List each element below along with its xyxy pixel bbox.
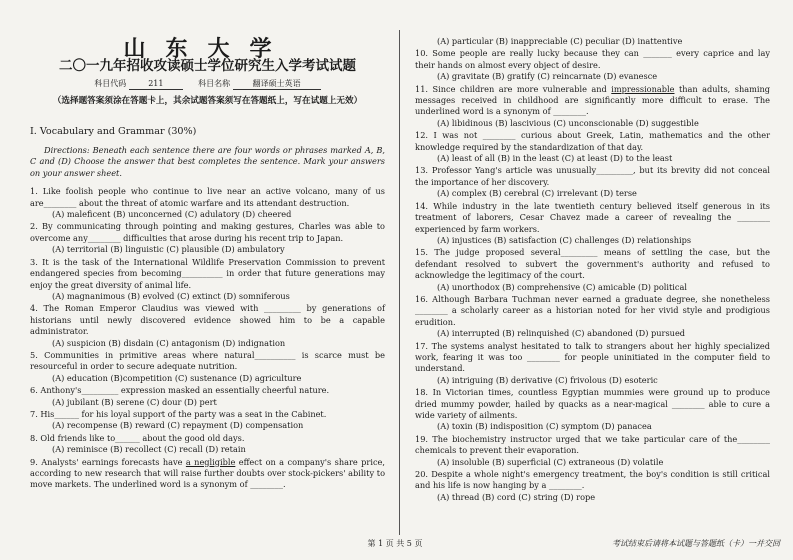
question-stem: 5. Communities in primitive areas where natural__________ is scarce must be resourceful in order to secure adequate nutrition. (30, 349, 385, 372)
question-stem: 18. In Victorian times, countless Egyptian mummies were ground up to produce dried mummy powder, hailed by quacks as a near-magical ________ able to cure a wide variety of ailments. (415, 387, 770, 420)
question-stem: 6. Anthony's_________ expression masked an essentially cheerful nature. (30, 385, 330, 396)
question-stem: 10. Some people are really lucky because they can _______ every caprice and lay their hands on almost every object of desire. (415, 48, 770, 70)
question-options: (A) intriguing (B) derivative (C) frivolous (D) esoteric (437, 374, 658, 385)
page-number: 第 1 页 共 5 页 (367, 539, 423, 548)
question-stem: 13. Professor Yang's article was unusually_________, but its brevity did not conceal the importance of her discovery. (415, 165, 770, 187)
question-options: (A) territorial (B) linguistic (C) plausible (D) ambulatory (52, 244, 285, 255)
question-options: (A) magnanimous (B) evolved (C) extinct (D) somniferous (52, 290, 290, 301)
name-label: 科目名称 (198, 78, 231, 88)
q11-underlined: impressionable (611, 83, 675, 94)
question-stem: 1. Like foolish people who continue to live near an active volcano, many of us are________ about the threat of atomic warfare and its attendant destruction. (30, 186, 385, 208)
question-options: (A) thread (B) cord (C) string (D) rope (437, 491, 596, 502)
question-options: (A) insoluble (B) superficial (C) extraneous (D) volatile (437, 456, 664, 467)
footer-note: 考试结束后请将本试题与答题纸（卡）一并交回 (612, 539, 780, 548)
question-options: (A) suspicion (B) disdain (C) antagonism (D) indignation (52, 337, 286, 348)
question-stem: 16. Although Barbara Tuchman never earned a graduate degree, she nonetheless ________ a scholarly career as a historian noted for her vivid style and prodigious erudition. (415, 293, 770, 327)
question-stem: 12. I was not ________ curious about Greek, Latin, mathematics and the other knowledge required by the standardization of that day. (415, 130, 770, 152)
question-stem: 7. His______ for his loyal support of the party was a seat in the Cabinet. (30, 408, 327, 419)
q9-pre: 9. Analysts' earnings forecasts have (30, 456, 186, 467)
question-11 (415, 84, 770, 118)
question-options: (A) jubilant (B) serene (C) dour (D) pert (52, 396, 217, 407)
subject-info (30, 78, 385, 90)
question-options: (A) maleficent (B) unconcerned (C) adulatory (D) cheered (52, 209, 292, 220)
question-9 (30, 457, 385, 491)
question-options: (A) toxin (B) indisposition (C) symptom (D) panacea (437, 421, 652, 432)
question-options: (A) gravitate (B) gratify (C) reincarnate (D) evanesce (437, 71, 658, 82)
question-options: (A) unorthodox (B) comprehensive (C) amicable (D) political (437, 281, 687, 292)
question-stem: 8. Old friends like to______ about the good old days. (30, 432, 245, 443)
code-value: 211 (129, 78, 183, 90)
question-stem: 2. By communicating through pointing and making gestures, Charles was able to overcome any________ difficulties that arose during his recent trip to Japan. (30, 221, 385, 243)
q11-post: than adults, shaming messages received in childhood are significantly more difficult to erase. The underlined word is a synonym of ________. (415, 83, 770, 117)
answer-notice: （选择题答案须涂在答题卡上，其余试题答案须写在答题纸上，写在试题上无效） (52, 96, 363, 107)
q9-underlined: a negligible (185, 456, 236, 467)
q9-options: (A) particular (B) inappreciable (C) peculiar (D) inattentive (437, 36, 683, 46)
question-stem: 19. The biochemistry instructor urged that we take particular care of the________ chemicals to prevent their evaporation. (415, 433, 770, 456)
section-title: I. Vocabulary and Grammar (30%) (30, 125, 197, 137)
question-stem: 20. Despite a whole night's emergency treatment, the boy's condition is still critical and his life is now hanging by a ________. (415, 469, 770, 491)
q11-pre: 11. Since children are more vulnerable and (415, 83, 612, 94)
code-label: 科目代码 (94, 78, 127, 88)
question-stem: 15. The judge proposed several_________ means of settling the case, but the defendant resolved to subvert the government's authority and refused to acknowledge the legitimacy of the court. (415, 247, 770, 281)
question-options: (A) least of all (B) in the least (C) at least (D) to the least (437, 153, 673, 164)
question-options: (A) interrupted (B) relinquished (C) abandoned (D) pursued (437, 328, 686, 339)
question-options: (A) complex (B) cerebral (C) irrelevant (D) terse (437, 188, 637, 199)
right-column (415, 36, 770, 503)
university-title: 山东大学 (123, 37, 292, 62)
left-column (30, 36, 385, 491)
question-options: (A) reminisce (B) recollect (C) recall (D) retain (52, 444, 246, 455)
left-question-list (30, 186, 385, 455)
exam-title: 二〇一九年招收攻读硕士学位研究生入学考试试题 (59, 58, 356, 75)
question-options: (A) education (B)competition (C) sustenance (D) agriculture (52, 372, 302, 383)
column-divider (399, 30, 400, 535)
directions: Directions: Beneath each sentence there are four words or phrases marked A, B, C and (D) Choose the answer that best completes the sentence. Mark your answers on your answer sheet. (30, 145, 385, 178)
question-stem: 17. The systems analyst hesitated to talk to strangers about her highly specialized work, fearing it was too ________ for people uninitiated in the computer field to understand. (415, 340, 770, 374)
q9-post: effect on a company's share price, according to new research that will raise further doubts over stock-pickers' ability to move markets. The underlined word is a synonym of ________. (30, 456, 385, 490)
question-options: (A) recompense (B) reward (C) repayment (D) compensation (52, 420, 304, 431)
question-stem: 4. The Roman Emperor Claudius was viewed with _________ by generations of historians until newly discovered evidence showed him to be a capable administrator. (30, 303, 385, 337)
q11-options: (A) libidinous (B) lascivious (C) unconscionable (D) suggestible (437, 117, 699, 128)
question-stem: 14. While industry in the late twentieth century believed itself generous in its treatment of laborers, Cesar Chavez made a career of revealing the ________ experienced by farm workers. (415, 200, 770, 234)
question-stem: 3. It is the task of the International Wildlife Preservation Commission to prevent endangered species from becoming__________ in order that future generations may enjoy the great diversity of animal life. (30, 256, 385, 290)
right-question-list-a (415, 48, 770, 82)
right-question-list-b (415, 130, 770, 503)
question-options: (A) injustices (B) satisfaction (C) challenges (D) relationships (437, 234, 692, 245)
name-value: 翻译硕士英语 (233, 78, 321, 90)
